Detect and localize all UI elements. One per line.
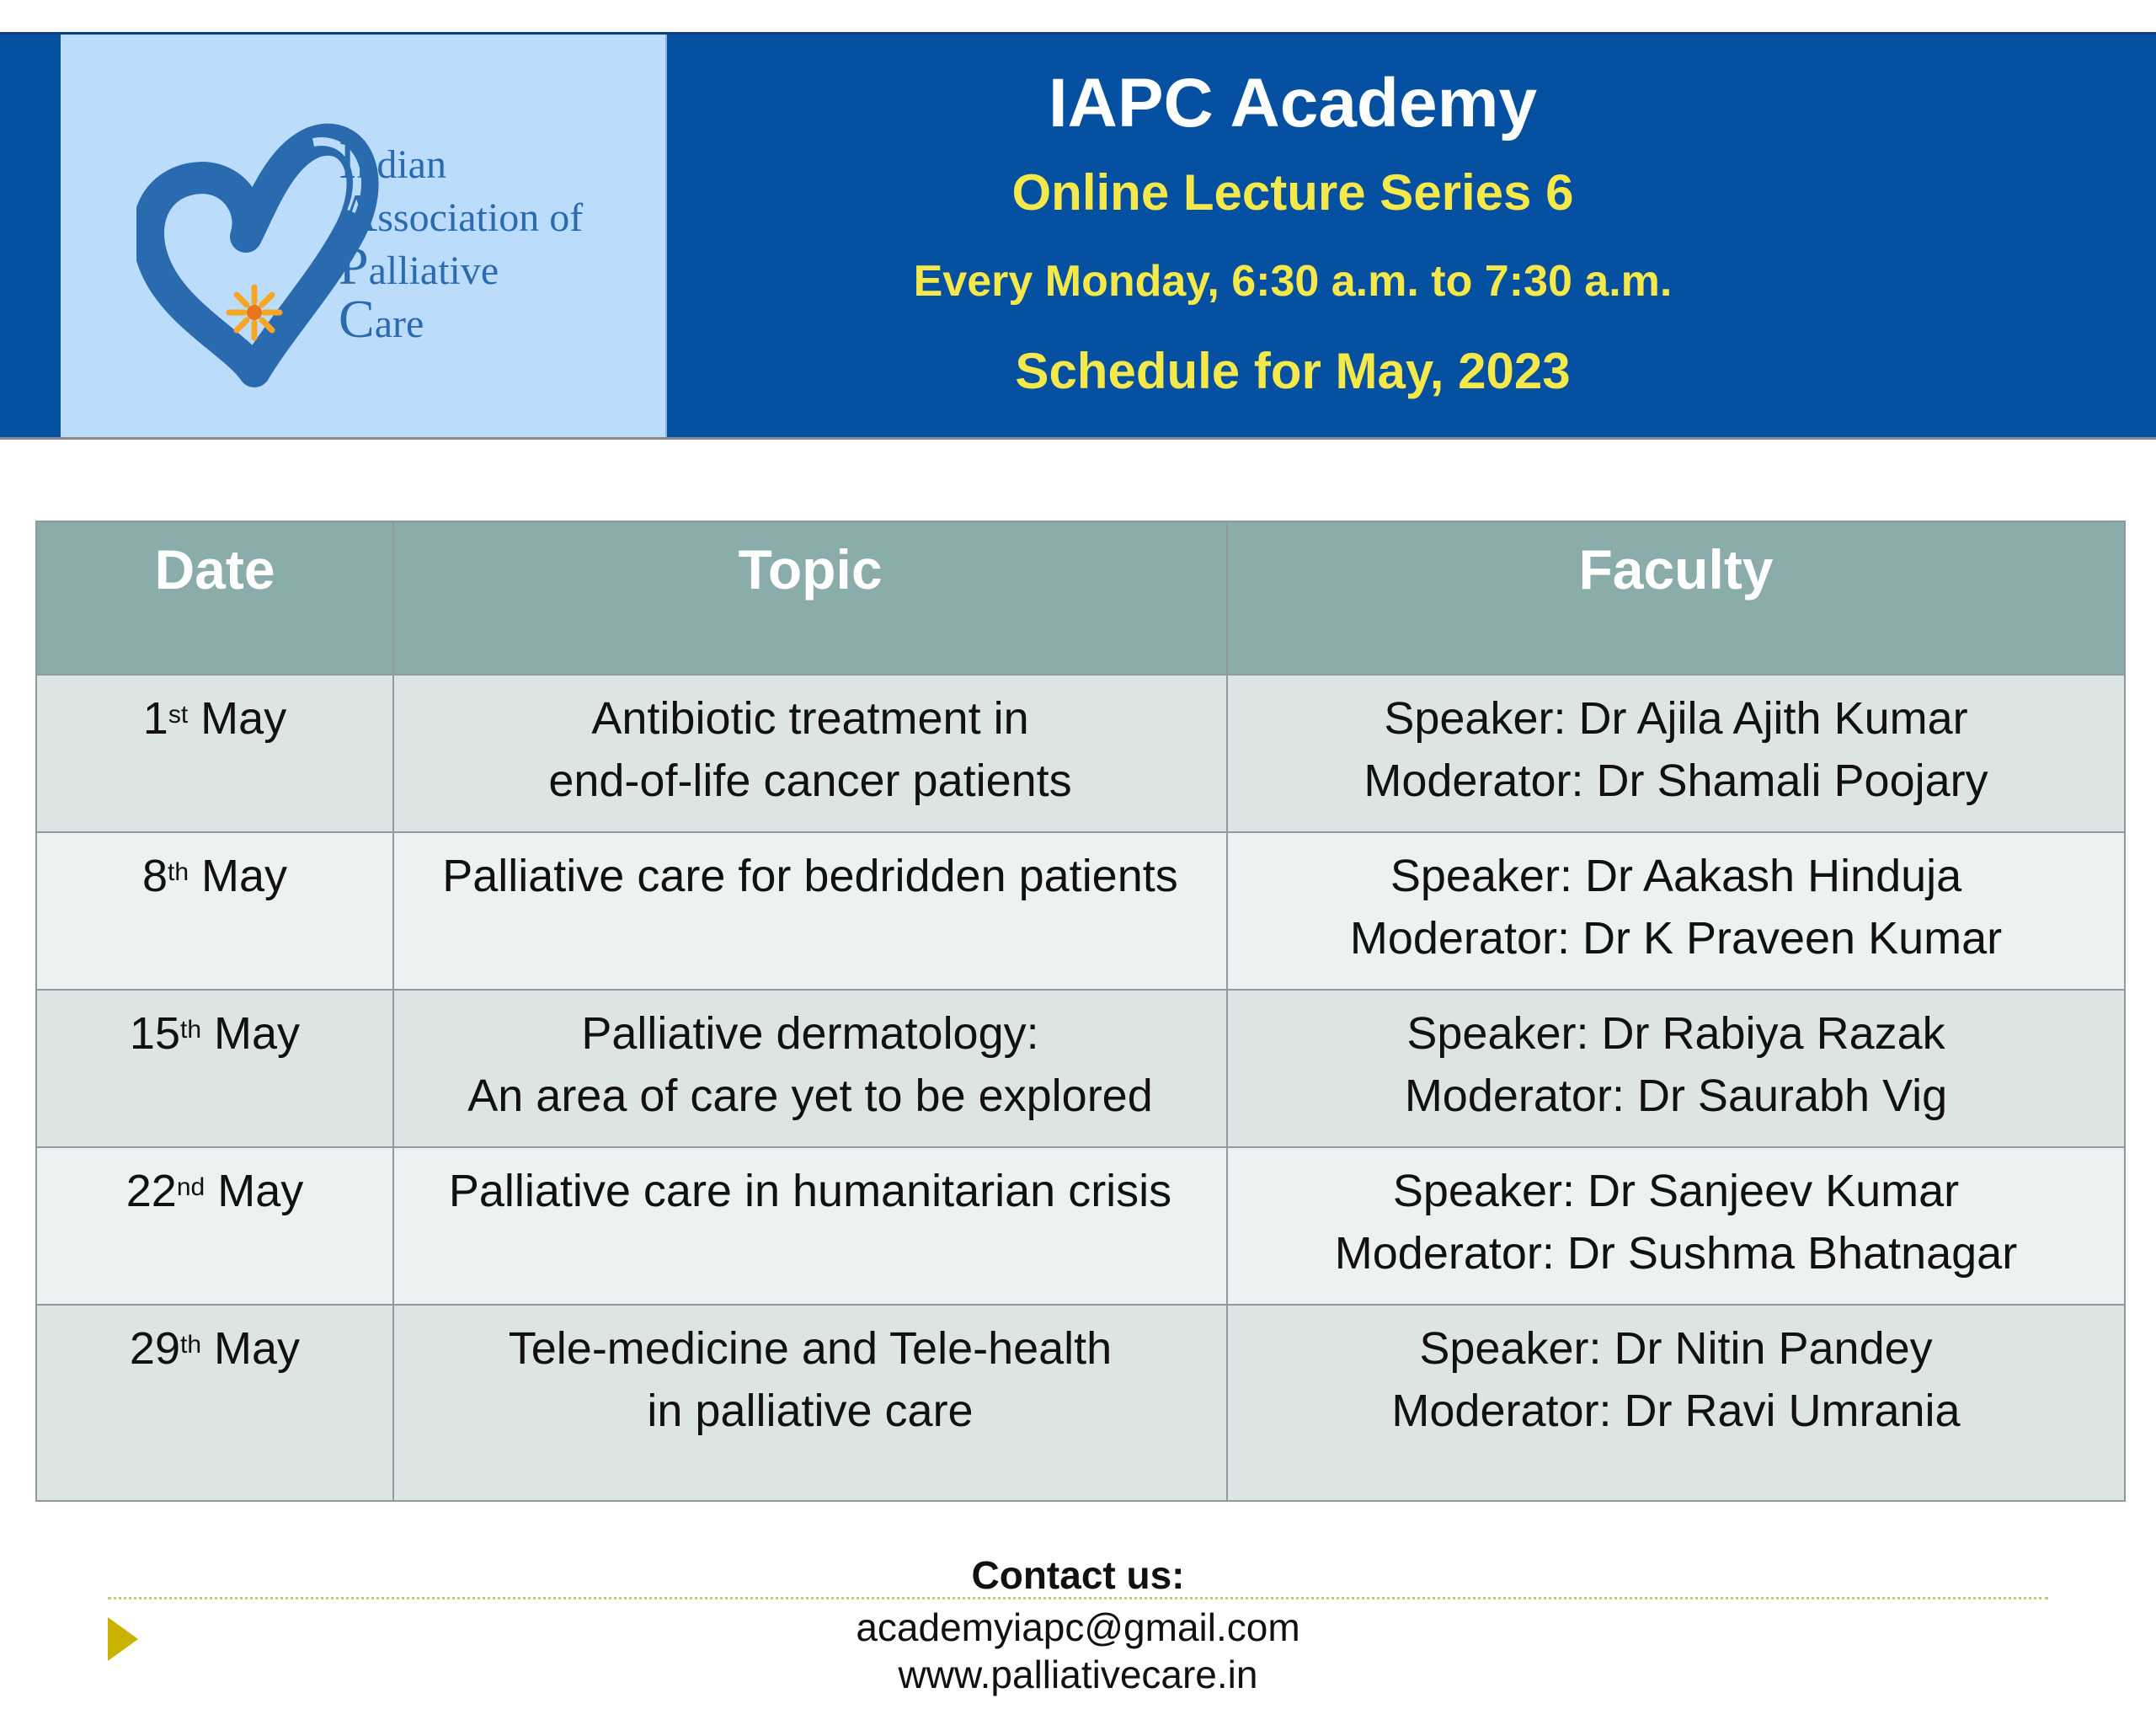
timing-subtitle: Every Monday, 6:30 a.m. to 7:30 a.m. [913, 257, 1673, 306]
header-banner [0, 32, 2156, 440]
table-header-row [36, 521, 2125, 675]
moderator-text: Moderator: Dr Ravi Umrania [1391, 1386, 1961, 1436]
date-cell: 15th May [36, 990, 393, 1147]
speaker-text: Speaker: Dr Rabiya Razak [1406, 1008, 1945, 1059]
schedule-table [35, 521, 2126, 1502]
moderator-text: Moderator: Dr Shamali Poojary [1364, 756, 1988, 806]
logo-panel [61, 35, 667, 437]
moderator-text: Moderator: Dr Saurabh Vig [1404, 1071, 1948, 1121]
moderator-text: Moderator: Dr K Praveen Kumar [1349, 913, 2003, 964]
logo-wordmark: Indian Association of Palliative Care [339, 130, 584, 349]
header-topic: Topic [393, 521, 1227, 675]
series-subtitle: Online Lecture Series 6 [1011, 164, 1574, 221]
contact-email-link[interactable]: academyiapc@gmail.com [856, 1605, 1300, 1649]
topic-cell: Palliative care for bedridden patients [393, 832, 1227, 990]
date-cell: 8th May [36, 832, 393, 990]
table-row [36, 832, 2125, 990]
speaker-text: Speaker: Dr Aakash Hinduja [1390, 851, 1962, 901]
topic-cell: Antibiotic treatment in end-of-life cancer patients [393, 675, 1227, 832]
header-faculty: Faculty [1227, 521, 2125, 675]
date-cell: 29th May [36, 1305, 393, 1501]
table-row [36, 1305, 2125, 1501]
contact-heading: Contact us: [971, 1553, 1185, 1597]
website-link[interactable]: www.palliativecare.in [898, 1653, 1258, 1696]
date-cell: 1st May [36, 675, 393, 832]
topic-cell: Palliative care in humanitarian crisis [393, 1147, 1227, 1305]
header-date: Date [36, 521, 393, 675]
speaker-text: Speaker: Dr Nitin Pandey [1419, 1323, 1933, 1374]
topic-cell: Palliative dermatology: An area of care yet to be explored [393, 990, 1227, 1147]
faculty-cell [1227, 1305, 2125, 1501]
table-row [36, 675, 2125, 832]
table-row [36, 1147, 2125, 1305]
page-title: IAPC Academy [1048, 65, 1538, 142]
faculty-cell [1227, 990, 2125, 1147]
title-block [665, 35, 1920, 437]
table-row [36, 990, 2125, 1147]
footer-divider [108, 1597, 2048, 1599]
topic-cell: Tele-medicine and Tele-health in palliative care [393, 1305, 1227, 1501]
faculty-cell [1227, 675, 2125, 832]
schedule-subtitle: Schedule for May, 2023 [1015, 343, 1571, 399]
flower-icon [229, 287, 280, 338]
faculty-cell [1227, 1147, 2125, 1305]
speaker-text: Speaker: Dr Sanjeev Kumar [1392, 1166, 1960, 1216]
faculty-cell [1227, 832, 2125, 990]
speaker-text: Speaker: Dr Ajila Ajith Kumar [1384, 693, 1968, 744]
date-cell: 22nd May [36, 1147, 393, 1305]
moderator-text: Moderator: Dr Sushma Bhatnagar [1334, 1228, 2018, 1279]
